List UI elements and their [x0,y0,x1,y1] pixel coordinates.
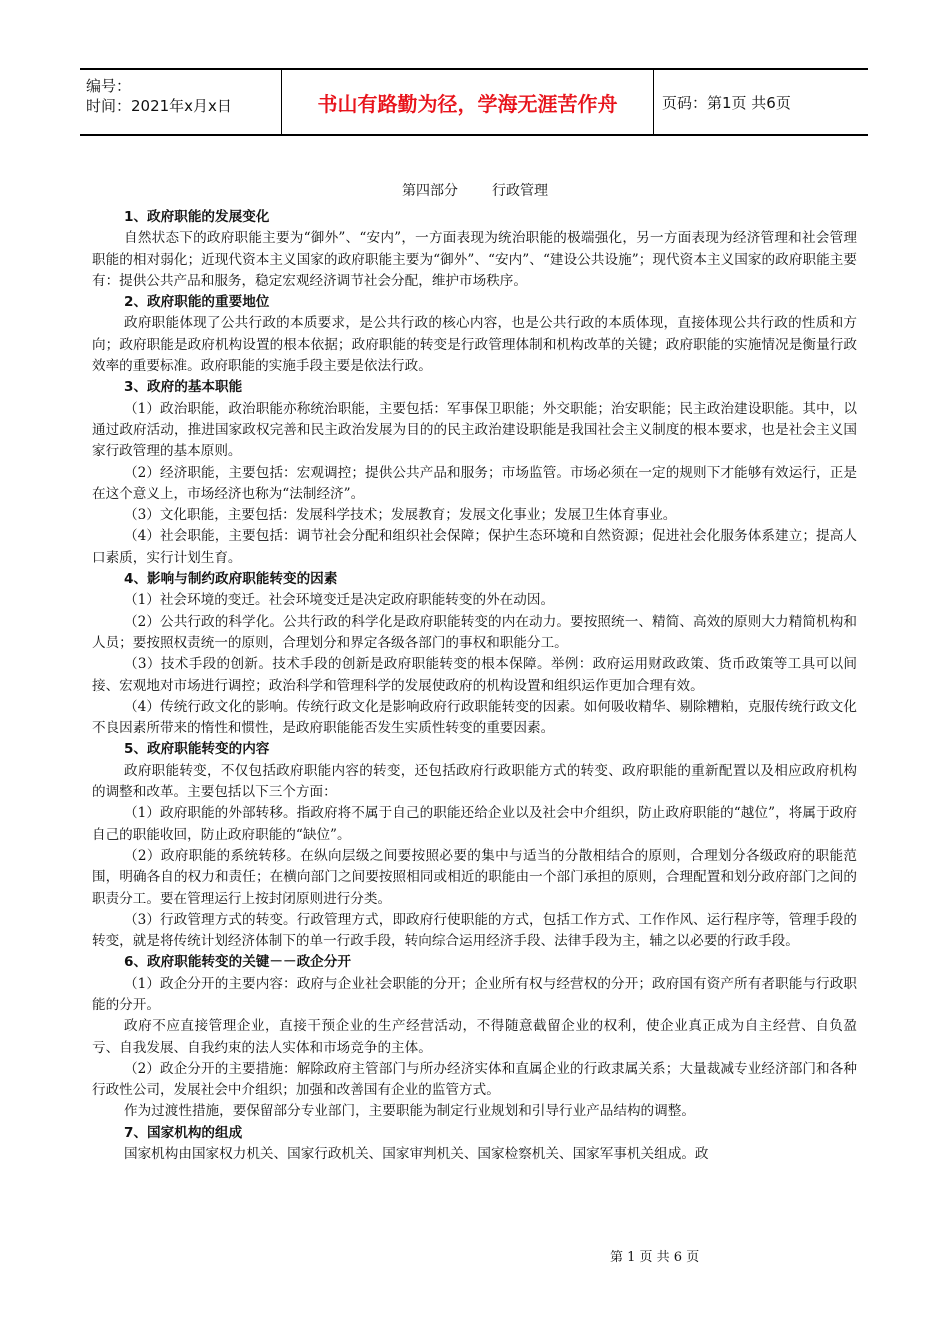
paragraph: （4）社会职能，主要包括：调节社会分配和组织社会保障；保护生态环境和自然资源；促进社会化服务体系建立；提高人口素质，实行计划生育。 [92,528,857,566]
section-heading: 3、政府的基本职能 [124,379,243,396]
section-heading: 6、政府职能转变的关键－－政企分开 [124,954,351,971]
paragraph: （3）行政管理方式的转变。行政管理方式，即政府行使职能的方式，包括工作方式、工作作风、运行程序等，管理手段的转变，就是将传统计划经济体制下的单一行政手段，转向综合运用经济手段、法律手段为主，辅之以必要的行政手段。 [92,911,857,950]
paragraph: 国家机构由国家权力机关、国家行政机关、国家审判机关、国家检察机关、国家军事机关组成。政 [124,1146,709,1163]
header-meta [80,70,282,134]
section-heading: 1、政府职能的发展变化 [124,209,270,225]
paragraph: 政府职能转变，不仅包括政府职能内容的转变，还包括政府行政职能方式的转变、政府职能的重新配置以及相应政府机构的调整和改革。主要包括以下三个方面： [92,762,857,801]
document-body [92,207,857,1165]
paragraph: （1）政治职能，政治职能亦称统治职能，主要包括：军事保卫职能；外交职能；治安职能；民主政治建设职能。其中，以通过政府活动，推进国家政权完善和民主政治发展为目的的民主政治建设职能是我国社会主义制度的根本要求，也是社会主义国家行政管理的基本原则。 [92,400,857,460]
paragraph: （1）政企分开的主要内容：政府与企业社会职能的分开；企业所有权与经营权的分开；政府国有资产所有者职能与行政职能的分开。 [92,975,857,1013]
paragraph: 政府职能体现了公共行政的本质要求，是公共行政的核心内容，也是公共行政的本质体现，直接体现公共行政的性质和方向；政府职能是政府机构设置的根本依据；政府职能的转变是行政管理体制和机构改革的关键；政府职能的实施情况是衡量行政效率的重要标准。政府职能的实施手段主要是依法行政。 [92,315,857,375]
paragraph: （1）社会环境的变迁。社会环境变迁是决定政府职能转变的外在动因。 [124,592,555,609]
time-label: 时间：2021年x月x日 [86,97,232,115]
paragraph: （3）文化职能，主要包括：发展科学技术；发展教育；发展文化事业；发展卫生体育事业。 [124,507,677,524]
page-info: 页码：第1页 共6页 [662,93,791,112]
section-part: 第四部分 [402,183,458,199]
section-title [0,180,950,200]
document-header [80,68,868,136]
section-heading: 2、政府职能的重要地位 [124,294,270,311]
paragraph: （2）经济职能，主要包括：宏观调控；提供公共产品和服务；市场监管。市场必须在一定的规则下才能够有效运行，正是在这个意义上，市场经济也称为“法制经济”。 [92,464,857,502]
section-name: 行政管理 [492,183,548,199]
paragraph: 作为过渡性措施，要保留部分专业部门，主要职能为制定行业规划和引导行业产品结构的调整。 [124,1103,695,1120]
paragraph: （2）政企分开的主要措施：解除政府主管部门与所办经济实体和直属企业的行政隶属关系；大量裁减专业经济部门和各种行政性公司，发展社会中介组织；加强和改善国有企业的监管方式。 [92,1060,857,1099]
paragraph: （1）政府职能的外部转移。指政府将不属于自己的职能还给企业以及社会中介组织，防止政府职能的“越位”，将属于政府自己的职能收回，防止政府职能的“缺位”。 [92,805,857,843]
paragraph: 政府不应直接管理企业，直接干预企业的生产经营活动，不得随意截留企业的权利，使企业真正成为自主经营、自负盈亏、自我发展、自我约束的法人实体和市场竞争的主体。 [92,1018,857,1056]
paragraph: （3）技术手段的创新。技术手段的创新是政府职能转变的根本保障。举例：政府运用财政政策、货币政策等工具可以间接、宏观地对市场进行调控；政治科学和管理科学的发展使政府的机构设置和组织运作更加合理有效。 [92,656,857,694]
number-label: 编号： [86,77,132,95]
paragraph: （2）公共行政的科学化。公共行政的科学化是政府职能转变的内在动力。要按照统一、精简、高效的原则大力精简机构和人员；要按照权责统一的原则，合理划分和界定各级各部门的事权和职能分工。 [92,613,857,651]
paragraph: （2）政府职能的系统转移。在纵向层级之间要按照必要的集中与适当的分散相结合的原则，合理划分各级政府的职能范围，明确各自的权力和责任；在横向部门之间要按照相同或相近的职能由一个部门承担的原则，合理配置和划分政府部门之间的职责分工。要在管理运行上按封闭原则进行分类。 [92,847,857,907]
section-heading: 4、影响与制约政府职能转变的因素 [124,571,338,588]
section-heading: 5、政府职能转变的内容 [124,741,270,758]
paragraph: 自然状态下的政府职能主要为“御外”、“安内”，一方面表现为统治职能的极端强化，另一方面表现为经济管理和社会管理职能的相对弱化；近现代资本主义国家的政府职能主要为“御外”、“安内”、“建设公共设施”；现代资本主义国家的政府职能主要有：提供公共产品和服务，稳定宏观经济调节社会分配，维护市场秩序。 [92,230,857,289]
page-footer: 第 1 页 共 6 页 [610,1250,700,1265]
section-heading: 7、国家机构的组成 [124,1124,243,1141]
paragraph: （4）传统行政文化的影响。传统行政文化是影响政府行政职能转变的因素。如何吸收精华、剔除糟粕，克服传统行政文化不良因素所带来的惰性和惯性，是政府职能能否发生实质性转变的重要因素。 [92,698,857,737]
motto: 书山有路勤为径，学海无涯苦作舟 [282,70,654,134]
